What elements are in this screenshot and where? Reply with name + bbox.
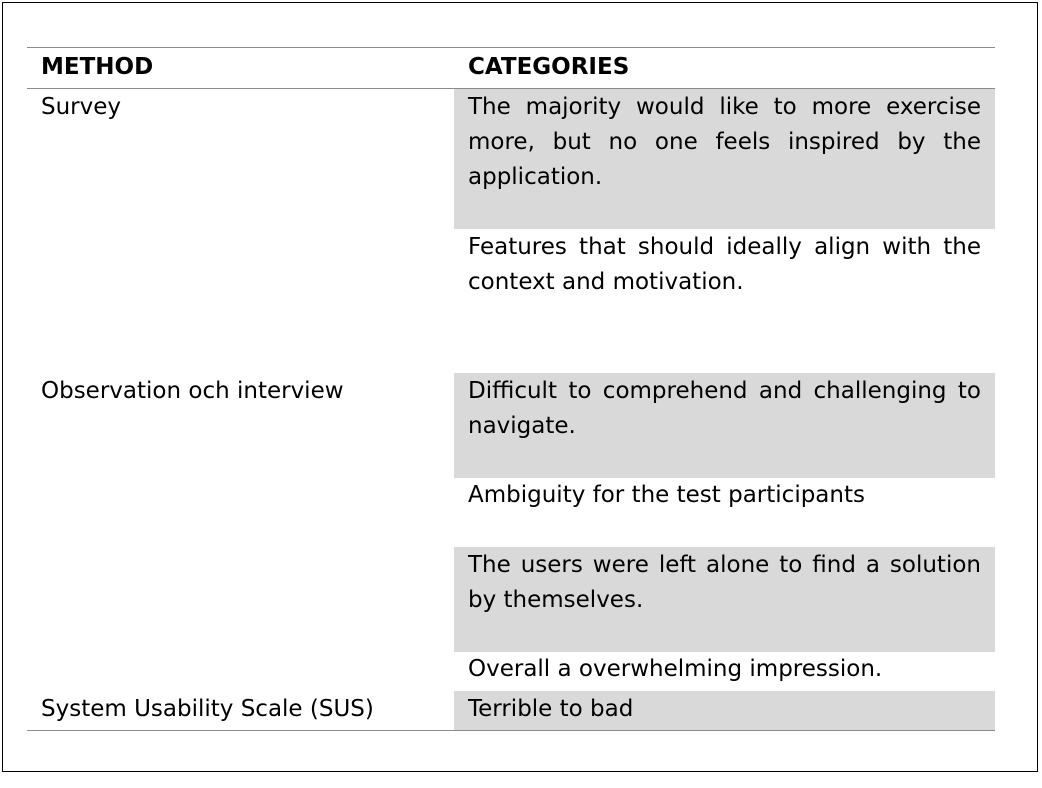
category-cell-5: Overall a overwhelming impression. <box>468 656 883 682</box>
method-survey: Survey <box>41 94 122 120</box>
categories-column-header: CATEGORIES <box>468 54 630 80</box>
method-observation-interview: Observation och interview <box>41 378 344 404</box>
category-cell-4: The users were left alone to find a solution by themselves. <box>468 552 981 613</box>
method-sus: System Usability Scale (SUS) <box>41 696 374 722</box>
category-cell-0: The majority would like to more exercise more, but no one feels inspired by the application. <box>468 94 981 190</box>
category-cell-2: Difficult to comprehend and challenging to navigate. <box>468 378 981 439</box>
category-cell-1: Features that should ideally align with the context and motivation. <box>468 234 981 295</box>
table-bottom-rule <box>27 730 995 731</box>
category-cell-6: Terrible to bad <box>468 696 634 722</box>
method-column-header: METHOD <box>41 54 154 80</box>
category-cell-3: Ambiguity for the test participants <box>468 482 865 508</box>
table-top-rule <box>27 47 995 48</box>
